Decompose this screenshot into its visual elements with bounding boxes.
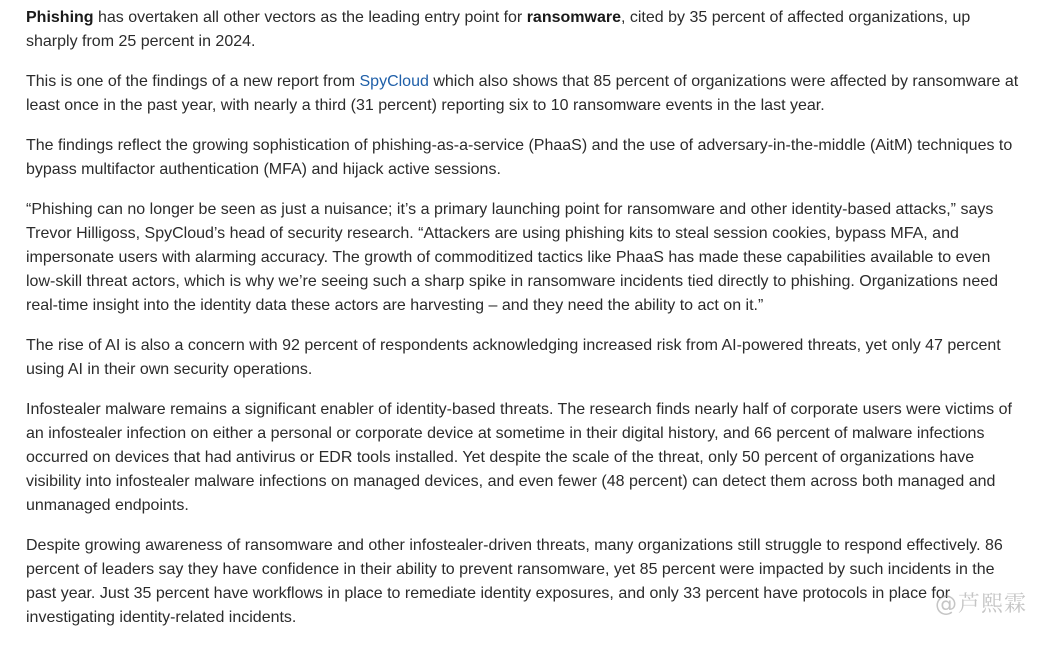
paragraph-1 <box>26 6 1022 54</box>
paragraph-3: The findings reflect the growing sophistication of phishing-as-a-service (PhaaS) and the use of adversary-in-the-middle (AitM) techniques to bypass multifactor authentication (MFA) and hijack active sessions. <box>26 137 1013 178</box>
paragraph-5: The rise of AI is also a concern with 92 percent of respondents acknowledging increased risk from AI-powered threats, yet only 47 percent using AI in their own security operations. <box>26 337 1001 378</box>
paragraph-2-text-b: which also shows that 85 percent of organizations were affected by ransomware at least once in the past year, with nearly a third (31 percent) reporting six to 10 ransomware events in the last year. <box>26 73 1019 114</box>
bold-ransomware: ransomware <box>526 9 621 26</box>
spycloud-link[interactable]: SpyCloud <box>359 73 429 90</box>
paragraph-1-text-b: , cited by 35 percent of affected organizations, up sharply from 25 percent in 2024. <box>26 9 971 50</box>
paragraph-2 <box>26 70 1022 118</box>
paragraph-4-quote: “Phishing can no longer be seen as just a nuisance; it’s a primary launching point for ransomware and other identity-based attacks,” says Trevor Hilligoss, SpyCloud’s head of security research. “Attackers are using phishing kits to steal session cookies, bypass MFA, and impersonate users with alarming accuracy. The growth of commoditized tactics like PhaaS has made these capabilities available to even low-skill threat actors, which is why we’re seeing such a sharp spike in ransomware incidents tied directly to phishing. Organizations need real-time insight into the identity data these actors are harvesting – and they need the ability to act on it.” <box>26 201 999 314</box>
paragraph-7: Despite growing awareness of ransomware and other infostealer-driven threats, many organizations still struggle to respond effectively. 86 percent of leaders say they have confidence in their ability to prevent ransomware, yet 85 percent were impacted by such incidents in the past year. Just 35 percent have workflows in place to remediate identity exposures, and only 33 percent have protocols in place for investigating identity-related incidents. <box>26 537 1003 626</box>
paragraph-1-text-a: has overtaken all other vectors as the leading entry point for <box>93 9 527 26</box>
article-body <box>26 6 1022 646</box>
watermark-text: @芦熙霖 <box>934 592 1027 617</box>
paragraph-6: Infostealer malware remains a significant enabler of identity-based threats. The research finds nearly half of corporate users were victims of an infostealer infection on either a personal or corporate device at sometime in their digital history, and 66 percent of malware infections occurred on devices that had antivirus or EDR tools installed. Yet despite the scale of the threat, only 50 percent of organizations have visibility into infostealer malware infections on managed devices, and even fewer (48 percent) can detect them across both managed and unmanaged endpoints. <box>26 401 1012 514</box>
bold-phishing: Phishing <box>26 9 94 26</box>
paragraph-2-text-a: This is one of the findings of a new report from <box>26 73 360 90</box>
